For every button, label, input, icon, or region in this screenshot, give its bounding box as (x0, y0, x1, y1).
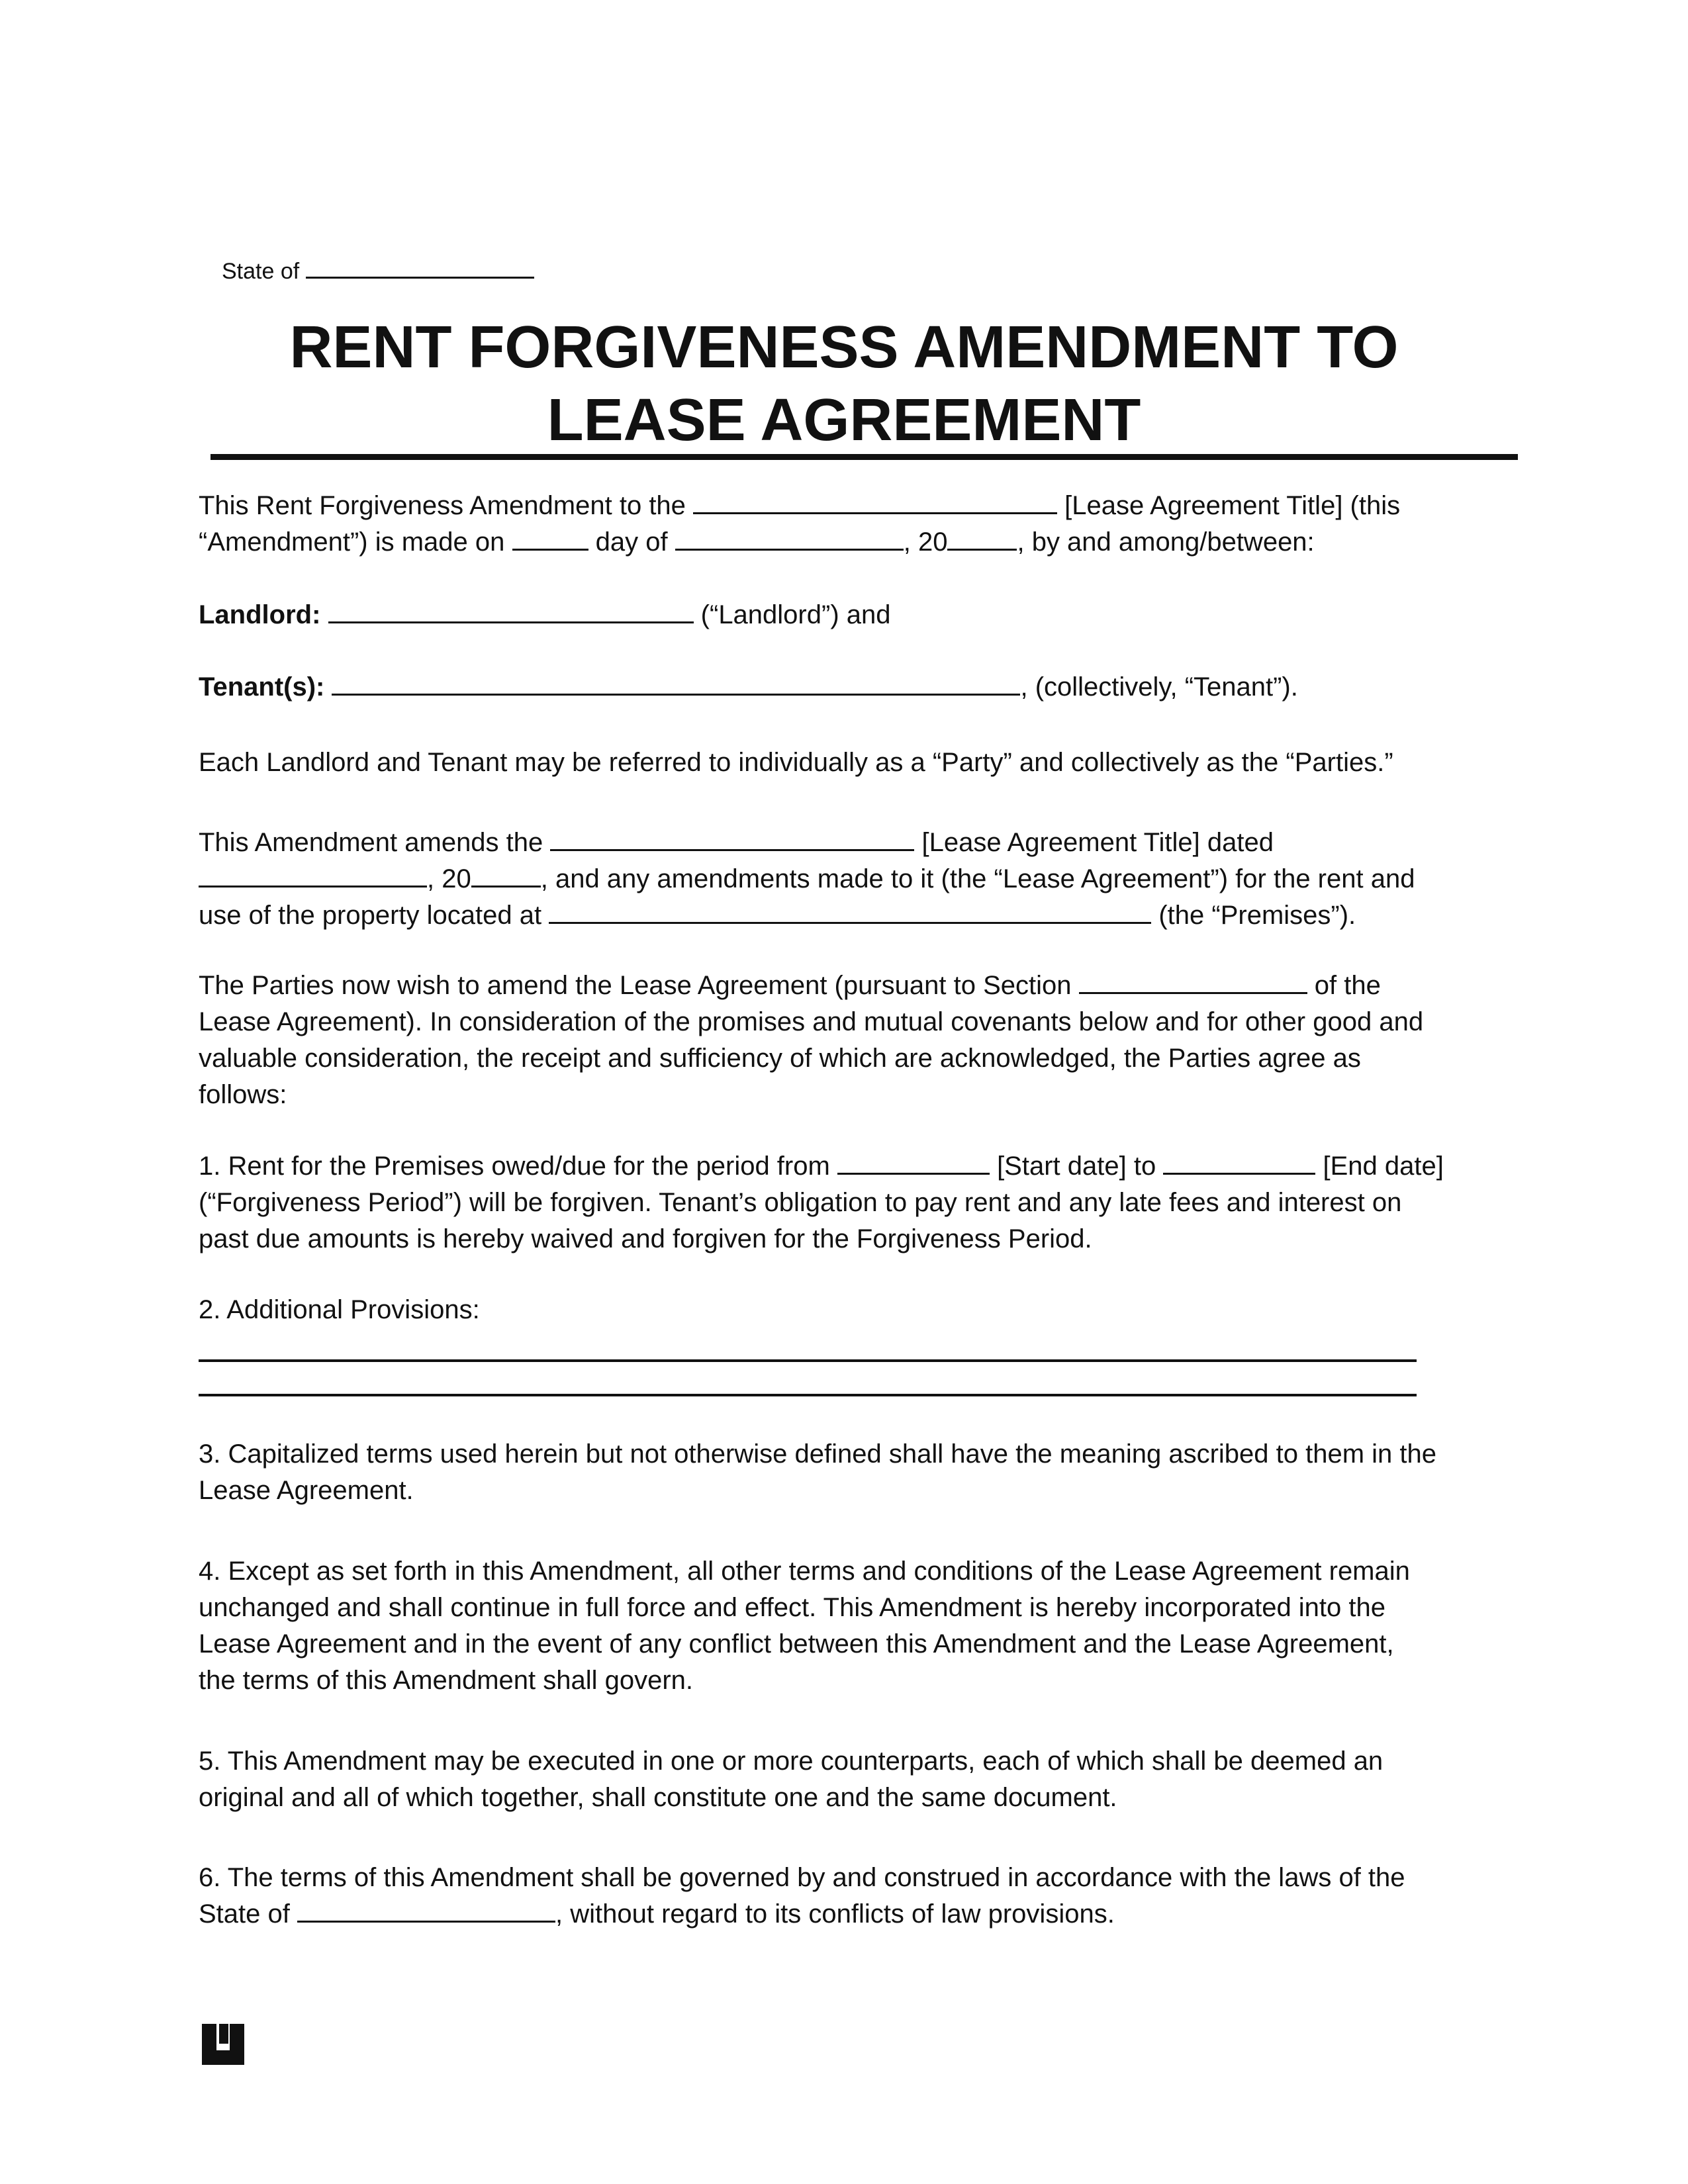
lease-date-blank[interactable] (199, 862, 427, 887)
additional-provisions-line-2[interactable] (199, 1394, 1417, 1396)
clause-5-text: 5. This Amendment may be executed in one or more counterparts, each of which shall be deemed an (199, 1747, 1383, 1776)
amends-text: , and any amendments made to it (the “Lease Agreement”) for the rent and (540, 864, 1415, 893)
month-blank[interactable] (675, 525, 904, 551)
clause-3 (199, 1436, 1496, 1509)
clause-6-text: State of (199, 1899, 290, 1929)
intro-paragraph (199, 488, 1496, 561)
intro-text: , 20 (903, 527, 948, 557)
clause-6-text: 6. The terms of this Amendment shall be governed by and construed in accordance with the laws of the (199, 1863, 1405, 1892)
lease-year-blank[interactable] (471, 862, 541, 887)
clause-1-text: [End date] (1323, 1152, 1444, 1181)
tenant-label: Tenant(s): (199, 672, 325, 702)
amends-text: , 20 (427, 864, 471, 893)
amends-text: This Amendment amends the (199, 828, 543, 857)
wish-paragraph (199, 968, 1496, 1113)
tenant-suffix: , (collectively, “Tenant”). (1020, 672, 1298, 702)
end-date-blank[interactable] (1163, 1149, 1315, 1175)
tenant-line (199, 669, 1496, 705)
start-date-blank[interactable] (837, 1149, 990, 1175)
clause-4 (199, 1553, 1496, 1699)
wish-text: follows: (199, 1080, 287, 1109)
amended-lease-title-blank[interactable] (550, 825, 914, 851)
clause-5 (199, 1743, 1496, 1816)
wish-text: of the (1314, 971, 1381, 1000)
intro-text: day of (595, 527, 668, 557)
state-blank[interactable] (306, 257, 534, 279)
clause-1 (199, 1148, 1496, 1257)
day-blank[interactable] (512, 525, 588, 551)
section-blank[interactable] (1079, 968, 1307, 994)
intro-text: [Lease Agreement Title] (this (1064, 491, 1401, 520)
intro-text: , by and among/between: (1017, 527, 1315, 557)
tenant-name-blank[interactable] (332, 670, 1020, 696)
state-line (222, 257, 534, 285)
governing-state-blank[interactable] (297, 1897, 555, 1923)
landlord-name-blank[interactable] (328, 598, 694, 623)
title-line-2: LEASE AGREEMENT (547, 387, 1141, 453)
intro-text: “Amendment”) is made on (199, 527, 505, 557)
amends-text: (the “Premises”). (1158, 901, 1356, 930)
wish-text: valuable consideration, the receipt and sufficiency of which are acknowledged, the Parties agree as (199, 1044, 1361, 1073)
clause-1-text: 1. Rent for the Premises owed/due for the period from (199, 1152, 830, 1181)
clause-1-text: [Start date] to (997, 1152, 1156, 1181)
year-blank[interactable] (947, 525, 1017, 551)
clause-5-text: original and all of which together, shall constitute one and the same document. (199, 1783, 1117, 1812)
clause-6-text: , without regard to its conflicts of law provisions. (555, 1899, 1115, 1929)
wish-text: Lease Agreement). In consideration of the promises and mutual covenants below and for other good and (199, 1007, 1424, 1036)
clause-1-text: (“Forgiveness Period”) will be forgiven. Tenant’s obligation to pay rent and any late fees and interest on (199, 1188, 1402, 1217)
landlord-label: Landlord: (199, 600, 321, 629)
amends-paragraph (199, 825, 1496, 934)
wish-text: The Parties now wish to amend the Lease Agreement (pursuant to Section (199, 971, 1072, 1000)
brand-logo-icon (202, 2024, 244, 2065)
clause-4-text: unchanged and shall continue in full force and effect. This Amendment is hereby incorporated into the (199, 1593, 1386, 1622)
parties-note: Each Landlord and Tenant may be referred to individually as a “Party” and collectively as the “Parties.” (199, 748, 1393, 777)
additional-provisions-line-1[interactable] (199, 1359, 1417, 1362)
landlord-line (199, 597, 1496, 633)
lease-title-blank[interactable] (693, 488, 1057, 514)
clause-4-text: the terms of this Amendment shall govern. (199, 1666, 694, 1695)
clause-3-text: Lease Agreement. (199, 1476, 414, 1505)
clause-4-text: 4. Except as set forth in this Amendment, all other terms and conditions of the Lease Agreement remain (199, 1557, 1410, 1586)
document-title (165, 311, 1523, 457)
clause-2: 2. Additional Provisions: (199, 1295, 480, 1324)
clause-1-text: past due amounts is hereby waived and forgiven for the Forgiveness Period. (199, 1224, 1092, 1253)
intro-text: This Rent Forgiveness Amendment to the (199, 491, 686, 520)
amends-text: [Lease Agreement Title] dated (921, 828, 1274, 857)
title-divider (211, 454, 1518, 460)
landlord-suffix: (“Landlord”) and (700, 600, 891, 629)
clause-3-text: 3. Capitalized terms used herein but not otherwise defined shall have the meaning ascribed to them in the (199, 1439, 1436, 1469)
amends-text: use of the property located at (199, 901, 542, 930)
state-label: State of (222, 259, 300, 284)
property-address-blank[interactable] (549, 898, 1151, 924)
title-line-1: RENT FORGIVENESS AMENDMENT TO (289, 314, 1399, 381)
clause-6 (199, 1860, 1496, 1933)
clause-4-text: Lease Agreement and in the event of any conflict between this Amendment and the Lease Agreement, (199, 1629, 1394, 1659)
